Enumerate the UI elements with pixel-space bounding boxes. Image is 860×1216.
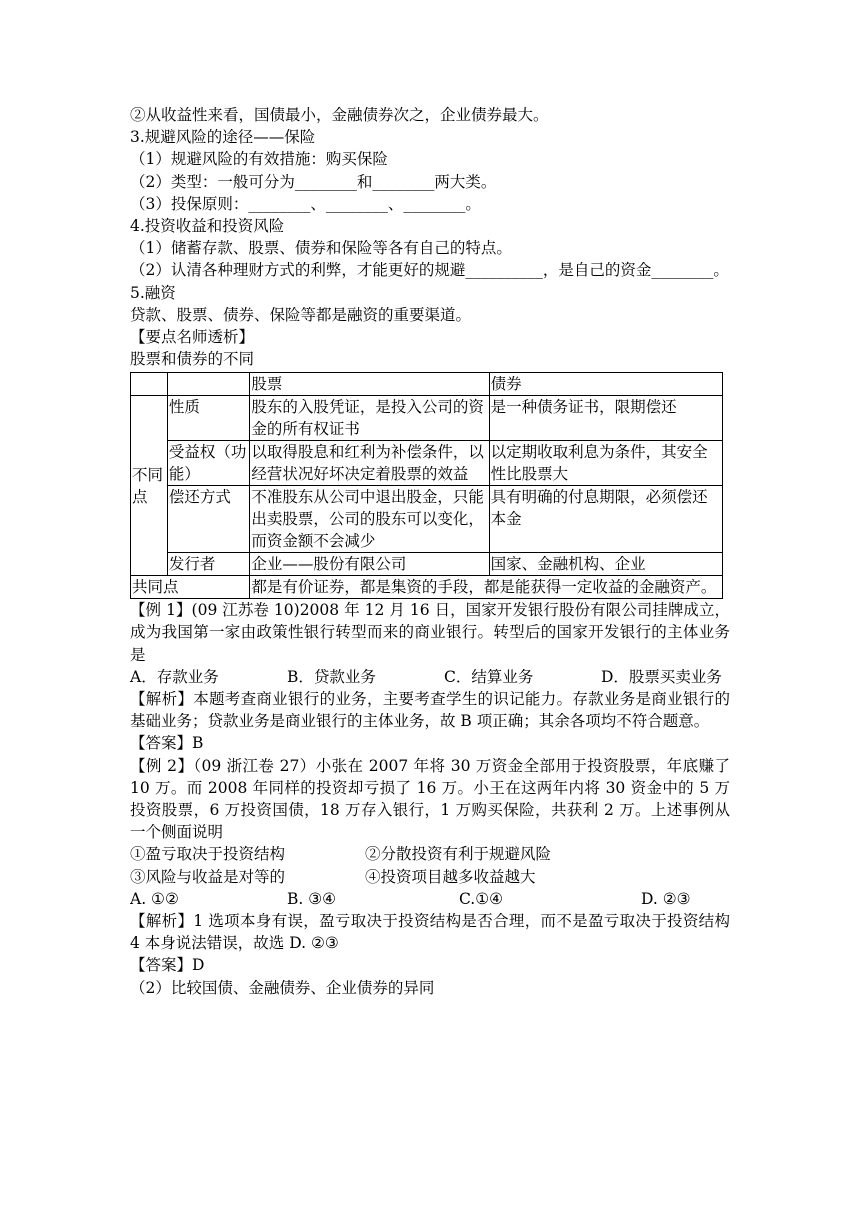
option-a: A. ①② [130, 889, 179, 908]
option-d: D. ②③ [641, 889, 691, 908]
common-cell: 都是有价证券，都是集资的手段，都是能获得一定收益的金融资产。 [250, 576, 723, 599]
text-line: （3）投保原则：________、________、________。 [130, 194, 481, 213]
option-b: B. ③④ [287, 889, 337, 908]
row-label: 性质 [167, 396, 250, 441]
row-label: 发行者 [167, 553, 250, 576]
example-analysis: 【解析】1 选项本身有误，盈亏取决于投资结构是否合理，而不是盈亏取决于投资结构 4 本身说法错误，故选 D. ②③ [130, 912, 730, 953]
table-header-bond: 债券 [489, 373, 722, 396]
stock-cell: 股东的入股凭证，是投入公司的资金的所有权证书 [250, 396, 489, 441]
table-header-stock: 股票 [250, 373, 489, 396]
text-line: 贷款、股票、债券、保险等都是融资的重要渠道。 [130, 305, 472, 324]
bond-cell: 具有明确的付息期限，必须偿还本金 [489, 486, 722, 553]
diff-label: 不同点 [131, 396, 168, 576]
option-d: D．股票买卖业务 [601, 667, 722, 686]
table-row [131, 576, 723, 599]
table-row [131, 486, 723, 553]
option-c: C.①④ [459, 889, 504, 908]
text-line: （1）规避风险的有效措施：购买保险 [130, 150, 388, 169]
bond-cell: 国家、金融机构、企业 [489, 553, 722, 576]
option-a: A．存款业务 [130, 667, 219, 686]
statement-row [130, 843, 730, 865]
section-heading: 【要点名师透析】 [130, 327, 255, 346]
answer-options [130, 666, 730, 688]
statement: ②分散投资有利于规避风险 [365, 845, 552, 864]
answer-options [130, 888, 730, 910]
statement: ①盈亏取决于投资结构 [130, 845, 286, 864]
document-page [130, 104, 730, 999]
table-cell [131, 373, 168, 396]
stock-cell: 不准股东从公司中退出股金，只能出卖股票，公司的股东可以变化，而资金额不会减少 [250, 486, 489, 553]
option-c: C．结算业务 [444, 667, 534, 686]
common-label: 共同点 [131, 576, 250, 599]
stock-cell: 以取得股息和红利为补偿条件，以经营状况好坏决定着股票的效益 [250, 441, 489, 486]
table-cell [167, 373, 250, 396]
comparison-table [130, 372, 723, 599]
row-label: 受益权（功能） [167, 441, 250, 486]
example-answer: 【答案】B [130, 734, 204, 753]
statement-row [130, 866, 730, 888]
example-question: 【例 1】(09 江苏卷 10)2008 年 12 月 16 日，国家开发银行股份有限公司挂牌成立，成为我国第一家由政策性银行转型而来的商业银行。转型后的国家开发银行的主体业务是 [130, 601, 730, 664]
text-paragraph: （2）认清各种理财方式的利弊，才能更好的规避__________，是自己的资金________。 [130, 261, 729, 280]
option-b: B．贷款业务 [287, 667, 376, 686]
example-answer: 【答案】D [130, 956, 205, 975]
section-heading: 4.投资收益和投资风险 [130, 216, 285, 235]
table-row [131, 396, 723, 441]
example-question: 【例 2】（09 浙江卷 27）小张在 2007 年将 30 万资金全部用于投资股票，年底赚了 10 万。而 2008 年同样的投资却亏损了 16 万。小王在这两年内将 30 资金中的 5 万投资股票，6 万投资国债，18 万存入银行，1 万购买保险，共获利 2 万。上述事例从一个侧面说明 [130, 756, 730, 842]
text-line: （2）比较国债、金融债券、企业债券的异同 [130, 978, 435, 997]
section-heading: 3.规避风险的途径——保险 [130, 128, 316, 147]
table-caption: 股票和债券的不同 [130, 350, 255, 369]
example-analysis: 【解析】本题考查商业银行的业务，主要考查学生的识记能力。存款业务是商业银行的基础业务；贷款业务是商业银行的主体业务，故 B 项正确；其余各项均不符合题意。 [130, 690, 730, 731]
statement: ④投资项目越多收益越大 [365, 867, 536, 886]
section-heading: 5.融资 [130, 283, 176, 302]
table-row [131, 553, 723, 576]
table-row [131, 441, 723, 486]
bond-cell: 以定期收取利息为条件，其安全性比股票大 [489, 441, 722, 486]
text-line: ②从收益性来看，国债最小，金融债券次之，企业债券最大。 [130, 106, 549, 124]
stock-cell: 企业——股份有限公司 [250, 553, 489, 576]
text-line: （2）类型：一般可分为________和________两大类。 [130, 172, 497, 191]
bond-cell: 是一种债务证书，限期偿还 [489, 396, 722, 441]
row-label: 偿还方式 [167, 486, 250, 553]
statement: ③风险与收益是对等的 [130, 867, 286, 886]
table-header-row [131, 373, 723, 396]
text-line: （1）储蓄存款、股票、债券和保险等各有自己的特点。 [130, 239, 512, 258]
